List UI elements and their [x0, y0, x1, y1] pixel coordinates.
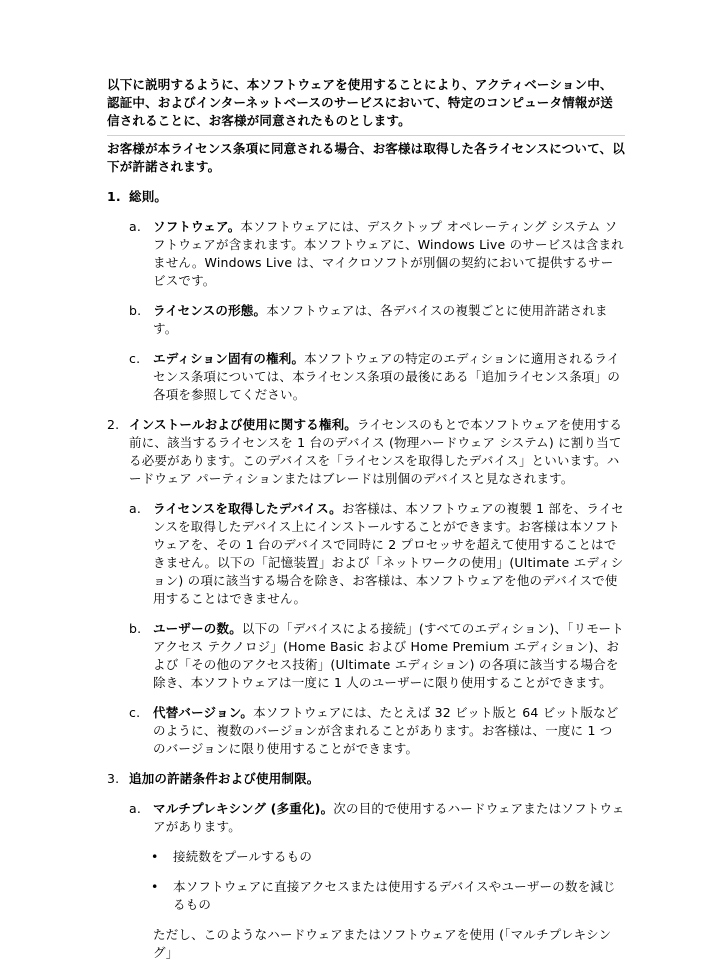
divider — [107, 135, 625, 136]
item-text: 以下の「デバイスによる接続」(すべてのエディション)、「リモート アクセス テクノロジ」(Home Basic および Home Premium エディション)、および「その他のアクセス技術」(Ultimate エディション) の各項に該当する場合を除き、本ソフトウェアは一度に 1 人のユーザーに限り使用することができます。 — [153, 621, 624, 690]
bullet-symbol: • — [151, 849, 159, 864]
item-text: 本ソフトウェアは、各デバイスの複製ごとに使用許諾されます。 — [153, 303, 608, 336]
item-lead: ソフトウェア。 — [153, 219, 241, 234]
bullet-symbol: • — [151, 879, 159, 894]
license-document — [107, 76, 625, 962]
item-label: c. — [129, 351, 141, 366]
section-heading: インストールおよび使用に関する権利。 — [129, 417, 357, 432]
section-heading: 追加の許諾条件および使用制限。 — [129, 771, 320, 786]
item-text: 次の目的で使用するハードウェアまたはソフトウェアがあります。 — [153, 801, 625, 834]
section-text: ライセンスのもとで本ソフトウェアを使用する前に、該当するライセンスを 1 台のデバイス (物理ハードウェア システム) に割り当てる必要があります。このデバイスを「ライセンスを取得したデバイス」といいます。ハードウェア パーティションまたはブレードは別個のデバイスと見なされます。 — [129, 417, 623, 486]
item-text: 本ソフトウェアには、デスクトップ オペレーティング システム ソフトウェアが含まれます。本ソフトウェアに、Windows Live のサービスは含まれません。Windows Live は、マイクロソフトが別個の契約において提供するサービスです。 — [153, 219, 624, 288]
item-label: b. — [129, 303, 142, 318]
item-lead: 代替バージョン。 — [153, 705, 254, 720]
item-label: a. — [129, 501, 142, 516]
item-label: a. — [129, 801, 142, 816]
section-number: 2. — [107, 417, 120, 432]
intro-consent-paragraph: 以下に説明するように、本ソフトウェアを使用することにより、アクティベーション中、認証中、およびインターネットベースのサービスにおいて、特定のコンピュータ情報が送信されることに、お客様が同意されたものとします。 — [107, 77, 614, 128]
item-label: c. — [129, 705, 141, 720]
list-item — [129, 704, 625, 758]
section-2 — [107, 416, 625, 758]
item-label: b. — [129, 621, 142, 636]
bullet-text: 本ソフトウェアに直接アクセスまたは使用するデバイスやユーザーの数を減じるもの — [173, 879, 616, 912]
item-label: a. — [129, 219, 142, 234]
trailing-paragraph: ただし、このようなハードウェアまたはソフトウェアを使用 (「マルチプレキシング」 — [153, 927, 612, 960]
section-number: 3. — [107, 771, 120, 786]
list-item — [129, 800, 625, 836]
bullet-item — [129, 878, 625, 914]
list-item — [129, 500, 625, 608]
bullet-text: 接続数をプールするもの — [173, 849, 313, 864]
item-text: 本ソフトウェアの特定のエディションに適用されるライセンス条項については、本ライセンス条項の最後にある「追加ライセンス条項」の各項を参照してください。 — [153, 351, 621, 402]
item-lead: ライセンスの形態。 — [153, 303, 267, 318]
item-lead: ユーザーの数。 — [153, 621, 242, 636]
item-lead: マルチプレキシング (多重化)。 — [153, 801, 334, 816]
section-heading: 総則。 — [129, 189, 168, 204]
section-number: 1. — [107, 189, 121, 204]
section-1 — [107, 188, 625, 404]
list-item — [129, 218, 625, 290]
item-text: 本ソフトウェアには、たとえば 32 ビット版と 64 ビット版などのように、複数のバージョンが含まれることがあります。お客様は、一度に 1 つのバージョンに限り使用することができます。 — [153, 705, 619, 756]
list-item — [129, 302, 625, 338]
bullet-item — [129, 848, 625, 866]
list-item — [129, 350, 625, 404]
section-3 — [107, 770, 625, 962]
item-text: お客様は、本ソフトウェアの複製 1 部を、ライセンスを取得したデバイス上にインストールすることができます。お客様は本ソフトウェアを、その 1 台のデバイスで同時に 2 プロセッサを超えて使用することはできません。以下の「記憶装置」および「ネットワークの使用」(Ultimate エディション) の項に該当する場合を除き、お客様は、本ソフトウェアを他のデバイスで使用することはできません。 — [153, 501, 624, 606]
intro-grant-paragraph: お客様が本ライセンス条項に同意される場合、お客様は取得した各ライセンスについて、以下が許諾されます。 — [107, 141, 625, 174]
item-lead: エディション固有の権利。 — [153, 351, 305, 366]
item-lead: ライセンスを取得したデバイス。 — [153, 501, 342, 516]
list-item — [129, 620, 625, 692]
